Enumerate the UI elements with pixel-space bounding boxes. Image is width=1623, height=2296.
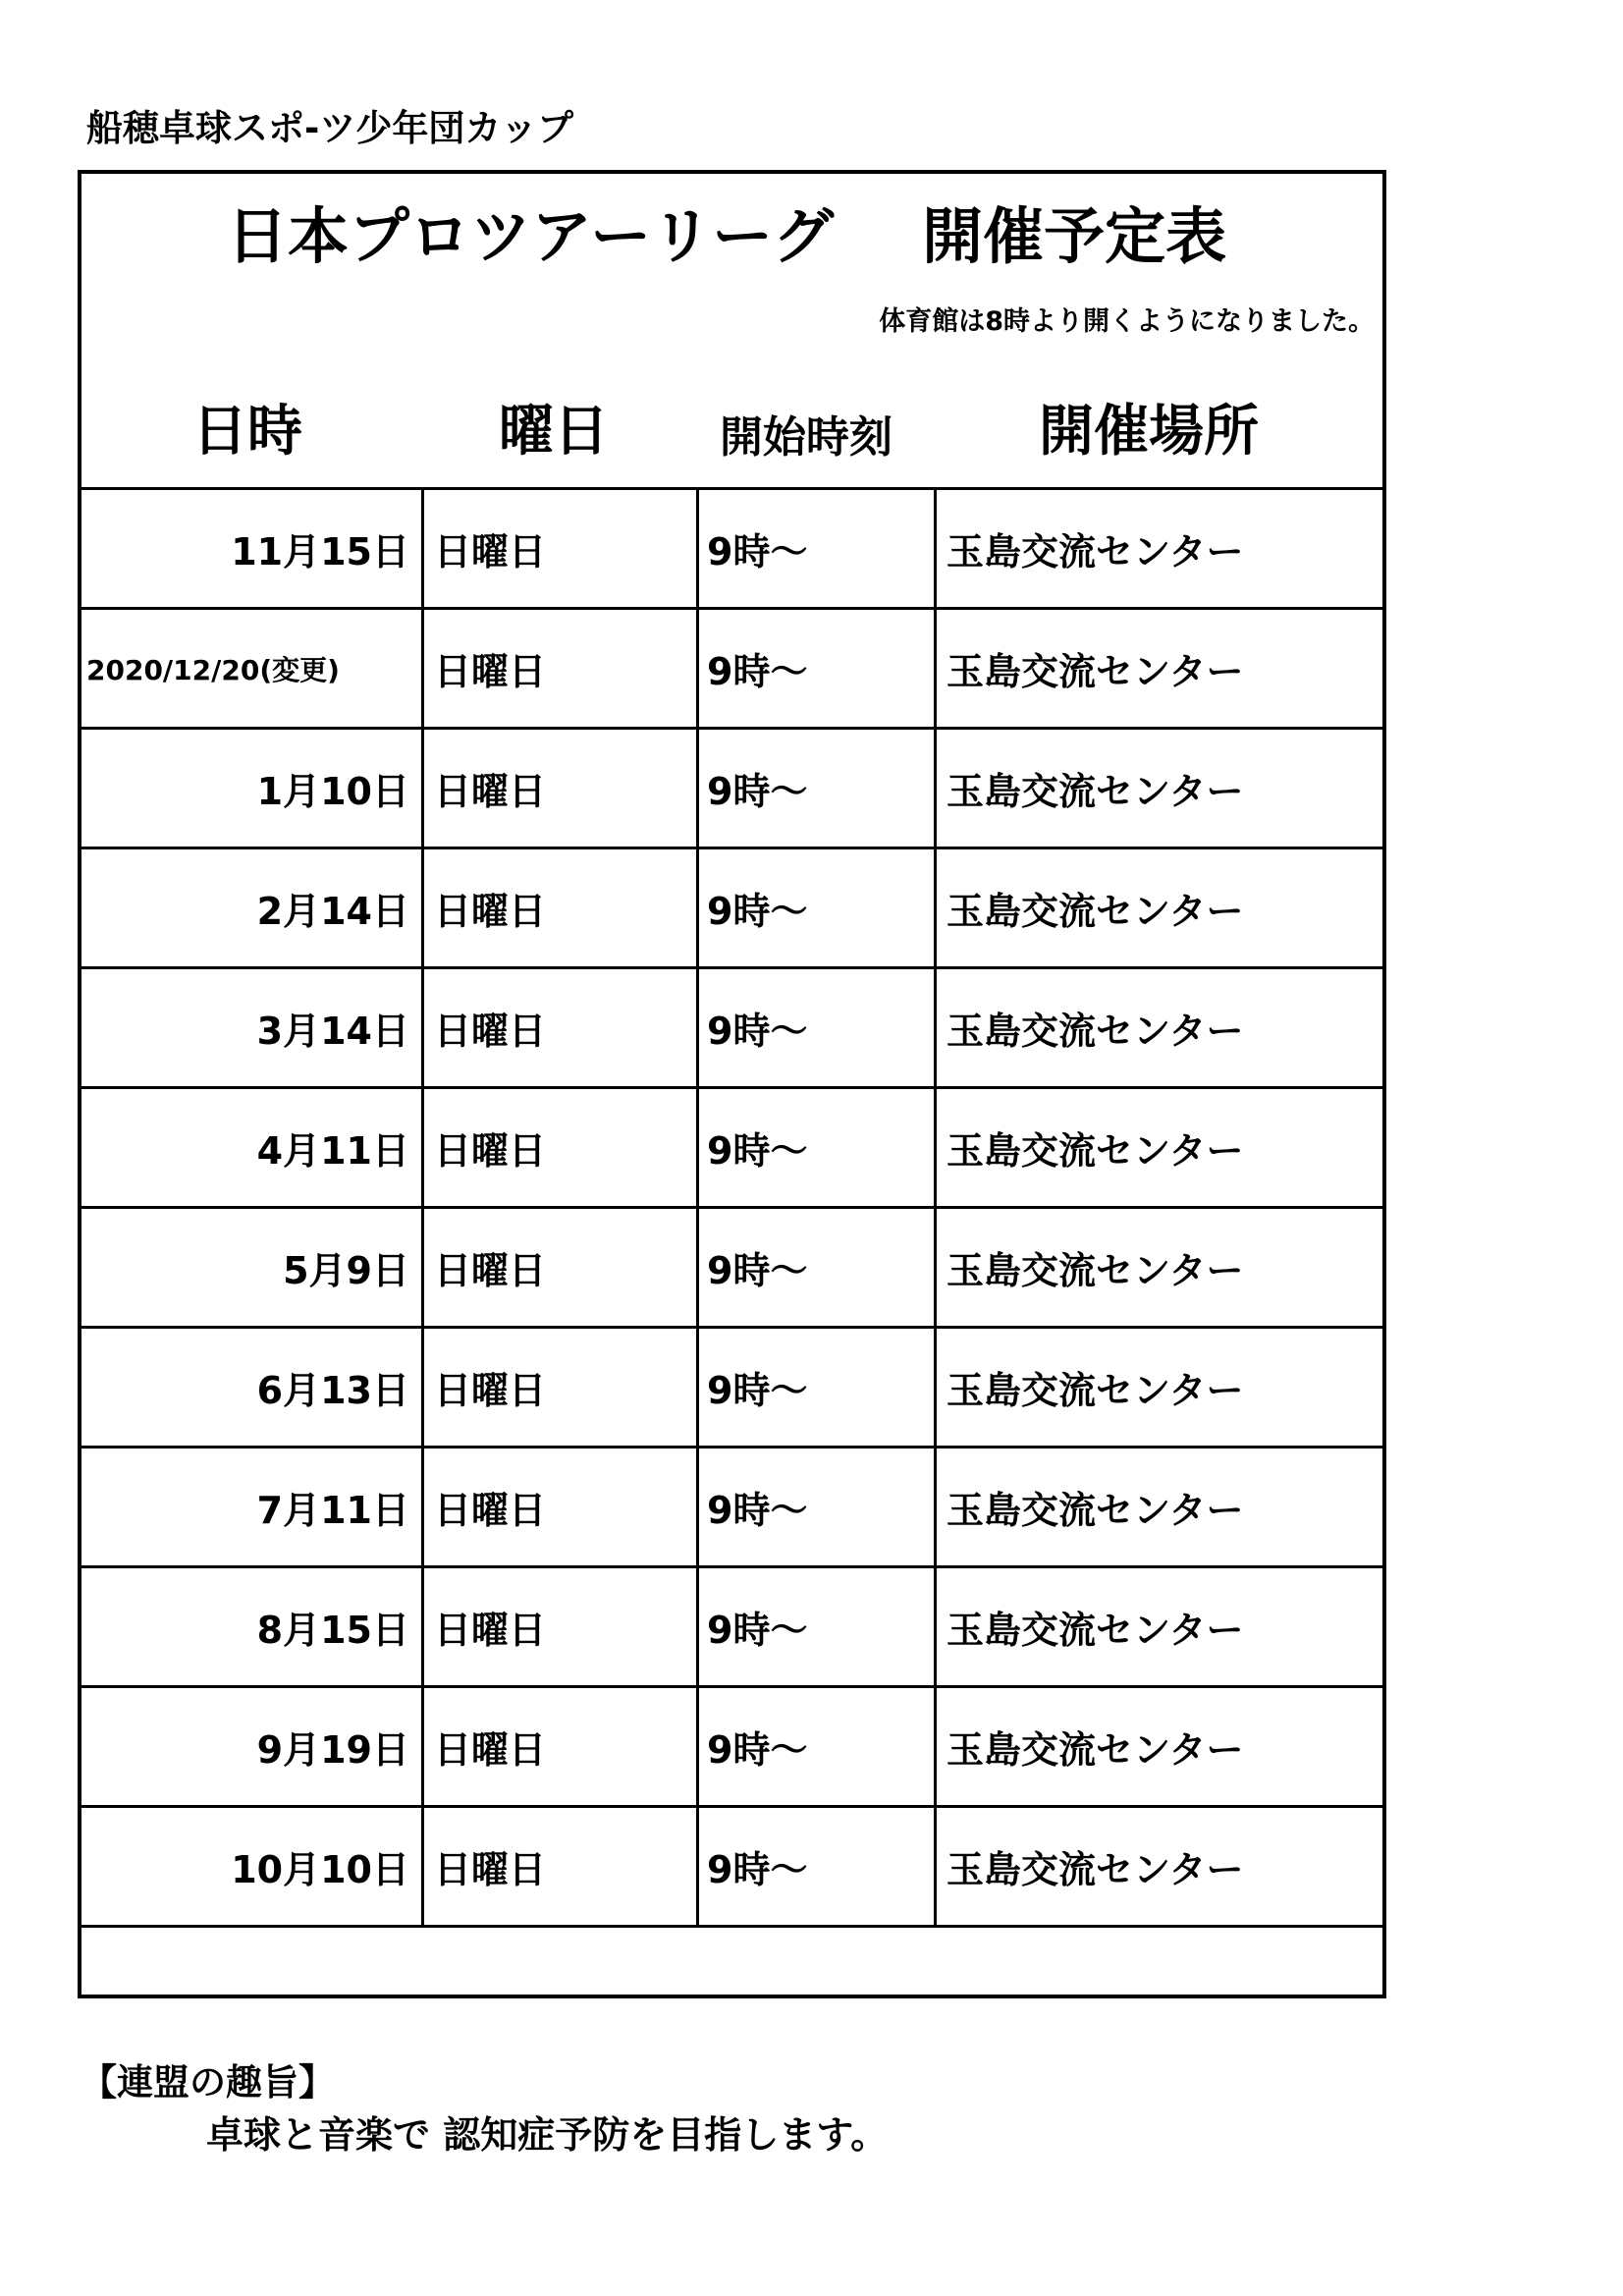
table-row xyxy=(80,1328,1385,1448)
cell-date: 2月14日 xyxy=(80,848,423,968)
cell-venue: 玉島交流センター xyxy=(936,968,1385,1088)
cell-date: 2020/12/20(変更) xyxy=(80,609,423,729)
cell-start-time: 9時～ xyxy=(698,609,936,729)
cell-venue: 玉島交流センター xyxy=(936,1807,1385,1927)
cell-start-time: 9時～ xyxy=(698,1328,936,1448)
cell-date: 7月11日 xyxy=(80,1448,423,1567)
cell-date: 11月15日 xyxy=(80,489,423,609)
schedule-table xyxy=(78,487,1386,1928)
cell-date: 10月10日 xyxy=(80,1807,423,1927)
cell-weekday: 日曜日 xyxy=(423,1687,698,1807)
table-row xyxy=(80,729,1385,848)
table-row xyxy=(80,848,1385,968)
cell-weekday: 日曜日 xyxy=(423,848,698,968)
cell-start-time: 9時～ xyxy=(698,1807,936,1927)
table-row xyxy=(80,1807,1385,1927)
table-row xyxy=(80,609,1385,729)
cell-weekday: 日曜日 xyxy=(423,1567,698,1687)
table-row xyxy=(80,1208,1385,1328)
cell-start-time: 9時～ xyxy=(698,1448,936,1567)
cell-date: 6月13日 xyxy=(80,1328,423,1448)
schedule-sheet xyxy=(78,170,1386,1998)
cell-start-time: 9時～ xyxy=(698,968,936,1088)
cell-weekday: 日曜日 xyxy=(423,1448,698,1567)
gym-opening-note: 体育館は8時より開くようになりました。 xyxy=(879,306,1375,337)
sheet-title xyxy=(227,188,1226,275)
cell-date: 4月11日 xyxy=(80,1088,423,1208)
cell-venue: 玉島交流センター xyxy=(936,1328,1385,1448)
cell-weekday: 日曜日 xyxy=(423,1088,698,1208)
cell-venue: 玉島交流センター xyxy=(936,729,1385,848)
cell-start-time: 9時～ xyxy=(698,1687,936,1807)
cell-venue: 玉島交流センター xyxy=(936,609,1385,729)
cell-date: 8月15日 xyxy=(80,1567,423,1687)
table-row xyxy=(80,1567,1385,1687)
cell-venue: 玉島交流センター xyxy=(936,1208,1385,1328)
column-header-weekday: 曜日 xyxy=(499,400,609,464)
cell-start-time: 9時～ xyxy=(698,489,936,609)
table-row xyxy=(80,968,1385,1088)
organization-title: 船穂卓球スポ-ツ少年団カップ xyxy=(86,107,573,149)
cell-date: 1月10日 xyxy=(80,729,423,848)
cell-venue: 玉島交流センター xyxy=(936,1088,1385,1208)
cell-start-time: 9時～ xyxy=(698,1208,936,1328)
cell-venue: 玉島交流センター xyxy=(936,1448,1385,1567)
cell-venue: 玉島交流センター xyxy=(936,1567,1385,1687)
cell-weekday: 日曜日 xyxy=(423,729,698,848)
cell-weekday: 日曜日 xyxy=(423,1807,698,1927)
cell-venue: 玉島交流センター xyxy=(936,1687,1385,1807)
table-row xyxy=(80,1088,1385,1208)
cell-date: 9月19日 xyxy=(80,1687,423,1807)
cell-venue: 玉島交流センター xyxy=(936,489,1385,609)
table-row xyxy=(80,489,1385,609)
cell-weekday: 日曜日 xyxy=(423,1328,698,1448)
cell-date: 5月9日 xyxy=(80,1208,423,1328)
cell-weekday: 日曜日 xyxy=(423,968,698,1088)
cell-weekday: 日曜日 xyxy=(423,609,698,729)
table-row xyxy=(80,1448,1385,1567)
purpose-heading: 【連盟の趣旨】 xyxy=(81,2061,335,2104)
column-header-date: 日時 xyxy=(192,400,302,464)
cell-start-time: 9時～ xyxy=(698,729,936,848)
table-row xyxy=(80,1687,1385,1807)
purpose-text: 卓球と音楽で 認知症予防を目指します。 xyxy=(206,2113,889,2157)
cell-weekday: 日曜日 xyxy=(423,489,698,609)
sheet-title-league: 日本プロツアーリーグ xyxy=(227,200,835,272)
sheet-title-schedule: 開催予定表 xyxy=(922,200,1227,272)
column-header-venue: 開催場所 xyxy=(1039,400,1259,464)
cell-start-time: 9時～ xyxy=(698,1567,936,1687)
column-header-start-time: 開始時刻 xyxy=(720,412,893,463)
cell-start-time: 9時～ xyxy=(698,848,936,968)
cell-date: 3月14日 xyxy=(80,968,423,1088)
cell-start-time: 9時～ xyxy=(698,1088,936,1208)
cell-weekday: 日曜日 xyxy=(423,1208,698,1328)
cell-venue: 玉島交流センター xyxy=(936,848,1385,968)
